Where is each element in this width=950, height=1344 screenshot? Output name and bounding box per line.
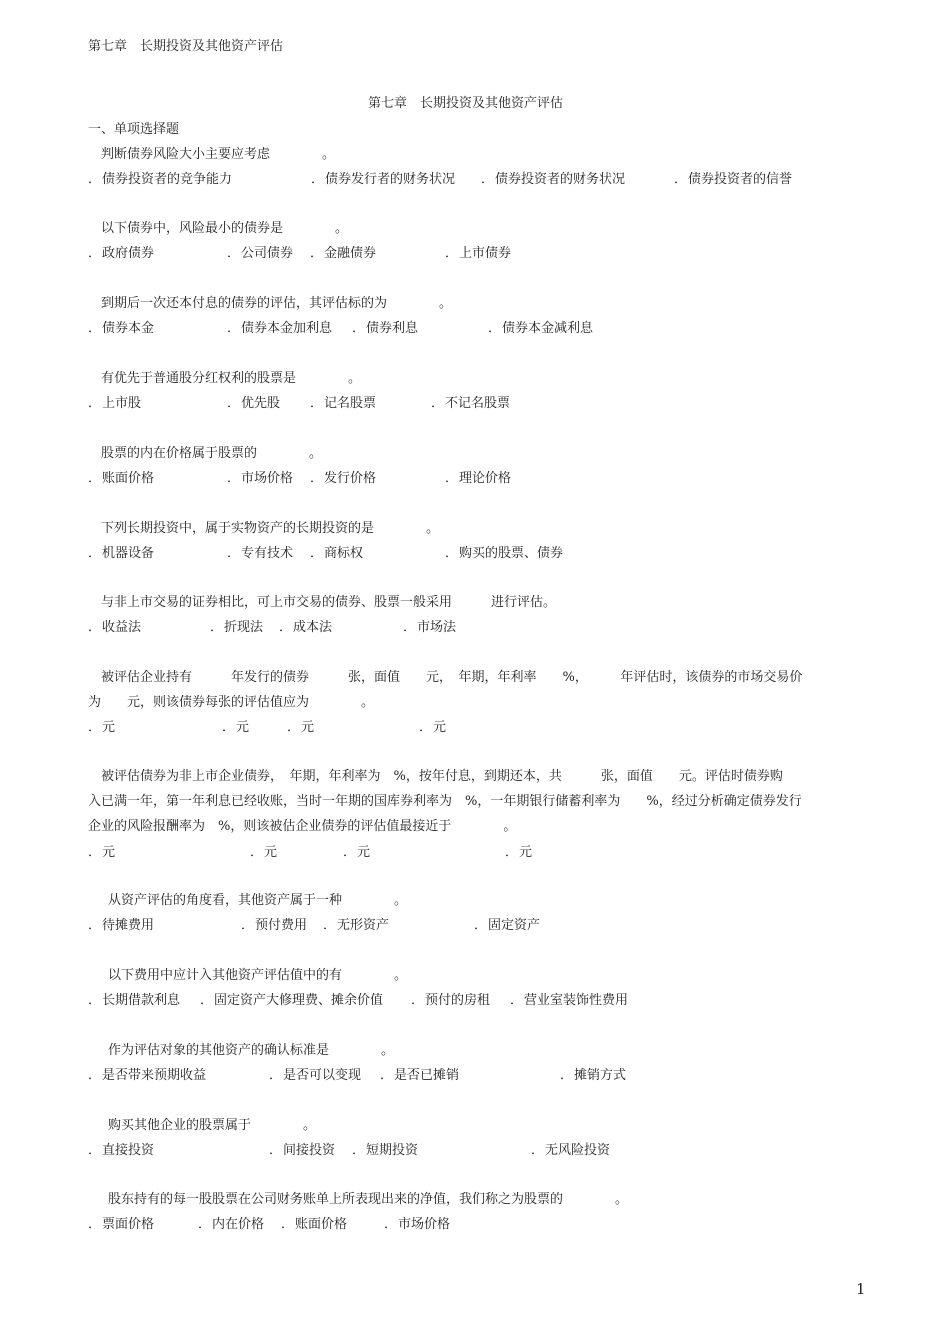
option-marker: ． xyxy=(88,546,102,561)
question-stem: 到期后一次还本付息的债券的评估，其评估标的为 。 xyxy=(101,296,453,311)
answer-option xyxy=(310,546,363,562)
option-text: 优先股 xyxy=(241,396,281,411)
answer-option xyxy=(88,396,141,412)
option-marker: ． xyxy=(210,620,224,635)
answer-option xyxy=(352,321,418,337)
option-marker: ． xyxy=(88,918,102,933)
running-header: 第七章 长期投资及其他资产评估 xyxy=(88,39,284,54)
option-marker: ． xyxy=(88,1143,102,1158)
answer-option xyxy=(88,993,180,1009)
option-marker: ． xyxy=(403,620,417,635)
option-text: 直接投资 xyxy=(102,1143,155,1158)
answer-option xyxy=(311,172,455,188)
option-marker: ． xyxy=(227,396,241,411)
option-marker: ． xyxy=(310,246,324,261)
question-stem: 股东持有的每一股股票在公司财务账单上所表现出来的净值，我们称之为股票的 。 xyxy=(108,1192,629,1207)
question-stem: 购买其他企业的股票属于 。 xyxy=(108,1118,317,1133)
question-stem: 入已满一年，第一年利息已经收账，当时一年期的国库券利率为 %，一年期银行储蓄利率为 %，经过分析确定债券发行 xyxy=(88,794,802,809)
answer-option xyxy=(227,396,280,412)
question-stem: 有优先于普通股分红权利的股票是 。 xyxy=(101,371,362,386)
option-text: 短期投资 xyxy=(366,1143,419,1158)
option-marker: ． xyxy=(88,172,102,187)
answer-option xyxy=(198,1217,264,1233)
option-text: 营业室装饰性费用 xyxy=(524,993,629,1008)
option-text: 内在价格 xyxy=(212,1217,265,1232)
option-marker: ． xyxy=(88,993,102,1008)
answer-option xyxy=(431,396,510,412)
answer-option xyxy=(510,993,628,1009)
answer-option xyxy=(88,845,115,861)
option-text: 账面价格 xyxy=(295,1217,348,1232)
option-text: 是否可以变现 xyxy=(283,1068,362,1083)
page-number: 1 xyxy=(856,1280,866,1298)
question-stem: 被评估债券为非上市企业债券， 年期，年利率为 %，按年付息，到期还本，共 张，面值 元。评估时债券购 xyxy=(101,769,783,784)
option-text: 是否带来预期收益 xyxy=(102,1068,207,1083)
answer-option xyxy=(560,1068,626,1084)
answer-option xyxy=(474,918,540,934)
option-text: 专有技术 xyxy=(241,546,294,561)
answer-option xyxy=(88,918,154,934)
answer-option xyxy=(343,845,370,861)
question-stem: 判断债券风险大小主要应考虑 。 xyxy=(101,147,336,162)
answer-option xyxy=(488,321,593,337)
option-text: 市场价格 xyxy=(398,1217,451,1232)
option-marker: ． xyxy=(222,720,236,735)
option-text: 元 xyxy=(357,845,371,860)
option-text: 债券投资者的信誉 xyxy=(688,172,793,187)
answer-option xyxy=(445,546,563,562)
option-marker: ． xyxy=(380,1068,394,1083)
answer-option xyxy=(403,620,456,636)
option-marker: ． xyxy=(241,918,255,933)
option-text: 元 xyxy=(102,845,116,860)
answer-option xyxy=(88,246,154,262)
option-text: 预付费用 xyxy=(255,918,308,933)
answer-option xyxy=(384,1217,450,1233)
option-text: 债券投资者的竞争能力 xyxy=(102,172,233,187)
answer-option xyxy=(88,172,232,188)
option-marker: ． xyxy=(88,720,102,735)
answer-option xyxy=(287,720,314,736)
option-text: 账面价格 xyxy=(102,471,155,486)
answer-option xyxy=(88,471,154,487)
answer-option xyxy=(250,845,277,861)
answer-option xyxy=(445,246,511,262)
option-marker: ． xyxy=(560,1068,574,1083)
option-marker: ． xyxy=(250,845,264,860)
option-text: 机器设备 xyxy=(102,546,155,561)
answer-option xyxy=(241,918,307,934)
answer-option xyxy=(531,1143,610,1159)
option-marker: ． xyxy=(200,993,214,1008)
answer-option xyxy=(88,1143,154,1159)
answer-option xyxy=(352,1143,418,1159)
option-marker: ． xyxy=(510,993,524,1008)
option-marker: ． xyxy=(505,845,519,860)
option-text: 预付的房租 xyxy=(425,993,491,1008)
option-marker: ． xyxy=(431,396,445,411)
option-marker: ． xyxy=(269,1068,283,1083)
answer-option xyxy=(411,993,490,1009)
answer-option xyxy=(269,1068,361,1084)
option-text: 上市股 xyxy=(102,396,142,411)
answer-option xyxy=(674,172,792,188)
option-marker: ． xyxy=(227,471,241,486)
option-text: 摊销方式 xyxy=(574,1068,627,1083)
option-marker: ． xyxy=(227,246,241,261)
answer-option xyxy=(227,321,332,337)
option-marker: ． xyxy=(474,918,488,933)
option-text: 待摊费用 xyxy=(102,918,155,933)
answer-option xyxy=(281,1217,347,1233)
option-marker: ． xyxy=(88,1068,102,1083)
option-text: 长期借款利息 xyxy=(102,993,181,1008)
option-marker: ． xyxy=(198,1217,212,1232)
option-text: 政府债券 xyxy=(102,246,155,261)
option-text: 债券发行者的财务状况 xyxy=(325,172,456,187)
option-marker: ． xyxy=(445,246,459,261)
option-text: 折现法 xyxy=(224,620,264,635)
answer-option xyxy=(419,720,446,736)
question-stem: 下列长期投资中，属于实物资产的长期投资的是 。 xyxy=(101,521,440,536)
option-marker: ． xyxy=(88,620,102,635)
option-marker: ． xyxy=(352,1143,366,1158)
question-stem: 以下债券中，风险最小的债券是 。 xyxy=(101,221,349,236)
answer-option xyxy=(88,1217,154,1233)
option-marker: ． xyxy=(411,993,425,1008)
option-text: 债券本金减利息 xyxy=(502,321,594,336)
option-marker: ． xyxy=(227,321,241,336)
answer-option xyxy=(323,918,389,934)
option-text: 上市债券 xyxy=(459,246,512,261)
option-text: 债券投资者的财务状况 xyxy=(495,172,626,187)
option-text: 是否已摊销 xyxy=(394,1068,460,1083)
answer-option xyxy=(380,1068,459,1084)
option-text: 成本法 xyxy=(293,620,333,635)
document-title: 第七章 长期投资及其他资产评估 xyxy=(368,96,564,111)
option-marker: ． xyxy=(481,172,495,187)
question-stem: 被评估企业持有 年发行的债券 张，面值 元， 年期，年利率 %， 年评估时，该债券的市场交易价 xyxy=(101,670,803,685)
option-marker: ． xyxy=(287,720,301,735)
option-marker: ． xyxy=(88,845,102,860)
answer-option xyxy=(88,620,141,636)
answer-option xyxy=(88,1068,206,1084)
option-text: 固定资产大修理费、摊余价值 xyxy=(214,993,384,1008)
option-marker: ． xyxy=(419,720,433,735)
answer-option xyxy=(481,172,625,188)
question-stem: 以下费用中应计入其他资产评估值中的有 。 xyxy=(108,968,408,983)
option-marker: ． xyxy=(88,246,102,261)
option-marker: ． xyxy=(88,471,102,486)
option-text: 收益法 xyxy=(102,620,142,635)
answer-option xyxy=(227,471,293,487)
question-stem: 企业的风险报酬率为 %，则该被估企业债券的评估值最接近于 。 xyxy=(88,819,517,834)
answer-option xyxy=(310,471,376,487)
option-marker: ． xyxy=(310,546,324,561)
option-text: 发行价格 xyxy=(324,471,377,486)
option-marker: ． xyxy=(310,471,324,486)
option-text: 无形资产 xyxy=(337,918,390,933)
option-text: 无风险投资 xyxy=(545,1143,611,1158)
option-marker: ． xyxy=(674,172,688,187)
answer-option xyxy=(88,321,154,337)
option-marker: ． xyxy=(445,546,459,561)
option-text: 债券本金 xyxy=(102,321,155,336)
answer-option xyxy=(505,845,532,861)
option-marker: ． xyxy=(279,620,293,635)
question-stem: 与非上市交易的证券相比，可上市交易的债券、股票一般采用 进行评估。 xyxy=(101,595,557,610)
option-text: 记名股票 xyxy=(324,396,377,411)
option-marker: ． xyxy=(323,918,337,933)
option-text: 购买的股票、债券 xyxy=(459,546,564,561)
option-text: 元 xyxy=(519,845,533,860)
answer-option xyxy=(269,1143,335,1159)
option-text: 元 xyxy=(264,845,278,860)
answer-option xyxy=(279,620,332,636)
option-text: 公司债券 xyxy=(241,246,294,261)
question-stem: 为 元，则该债券每张的评估值应为 。 xyxy=(88,695,375,710)
option-text: 债券本金加利息 xyxy=(241,321,333,336)
question-stem: 股票的内在价格属于股票的 。 xyxy=(101,446,323,461)
option-text: 债券利息 xyxy=(366,321,419,336)
option-text: 元 xyxy=(301,720,315,735)
option-marker: ． xyxy=(445,471,459,486)
answer-option xyxy=(200,993,383,1009)
option-text: 理论价格 xyxy=(459,471,512,486)
answer-option xyxy=(227,546,293,562)
answer-option xyxy=(222,720,249,736)
question-stem: 从资产评估的角度看，其他资产属于一种 。 xyxy=(108,893,408,908)
option-marker: ． xyxy=(88,396,102,411)
option-marker: ． xyxy=(281,1217,295,1232)
option-text: 金融债券 xyxy=(324,246,377,261)
option-text: 固定资产 xyxy=(488,918,541,933)
option-text: 不记名股票 xyxy=(445,396,511,411)
answer-option xyxy=(88,546,154,562)
option-marker: ． xyxy=(531,1143,545,1158)
option-text: 间接投资 xyxy=(283,1143,336,1158)
option-marker: ． xyxy=(310,396,324,411)
option-text: 元 xyxy=(433,720,447,735)
section-heading: 一、单项选择题 xyxy=(88,122,180,137)
option-marker: ． xyxy=(343,845,357,860)
answer-option xyxy=(310,396,376,412)
answer-option xyxy=(445,471,511,487)
question-stem: 作为评估对象的其他资产的确认标准是 。 xyxy=(108,1043,395,1058)
option-text: 票面价格 xyxy=(102,1217,155,1232)
option-text: 市场法 xyxy=(417,620,457,635)
option-marker: ． xyxy=(88,1217,102,1232)
answer-option xyxy=(88,720,115,736)
answer-option xyxy=(310,246,376,262)
option-text: 元 xyxy=(236,720,250,735)
option-marker: ． xyxy=(88,321,102,336)
option-text: 元 xyxy=(102,720,116,735)
option-text: 商标权 xyxy=(324,546,364,561)
option-marker: ． xyxy=(269,1143,283,1158)
option-marker: ． xyxy=(227,546,241,561)
option-text: 市场价格 xyxy=(241,471,294,486)
option-marker: ． xyxy=(488,321,502,336)
answer-option xyxy=(210,620,263,636)
option-marker: ． xyxy=(352,321,366,336)
option-marker: ． xyxy=(384,1217,398,1232)
option-marker: ． xyxy=(311,172,325,187)
answer-option xyxy=(227,246,293,262)
